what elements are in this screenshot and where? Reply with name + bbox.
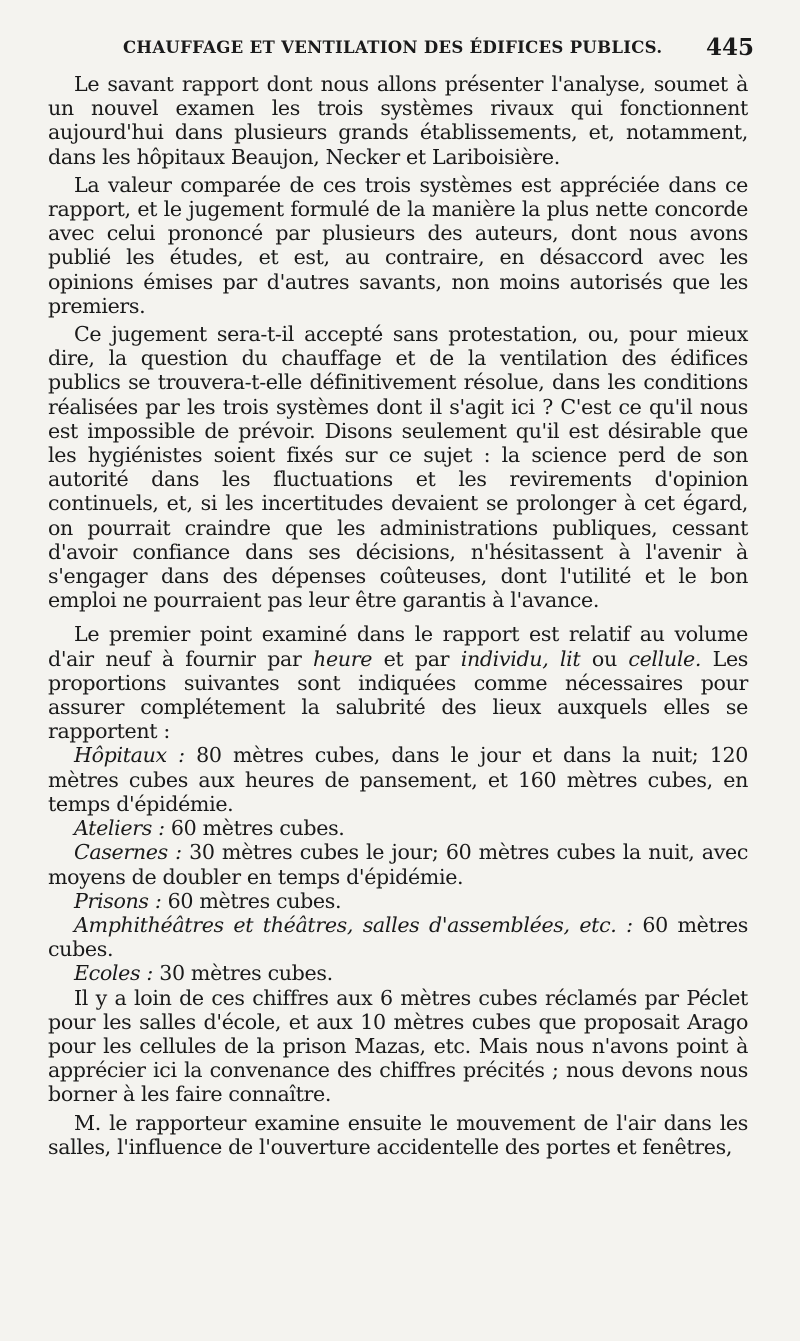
- volume-item: [48, 889, 748, 913]
- paragraph-comparison: Il y a loin de ces chiffres aux 6 mètres cubes réclamés par Péclet pour les salles d'école, et aux 10 mètres cubes que proposait Arago pour les cellules de la prison Mazas, etc. Mais nous n'avons point à apprécier ici la convenance des chiffres précités ; nous devons nous borner à les faire connaître.: [48, 985, 748, 1107]
- volume-label: Ecoles :: [74, 961, 153, 986]
- paragraph-1: Le savant rapport dont nous allons présenter l'analyse, soumet à un nouvel examen les trois systèmes rivaux qui fonctionnent aujourd'hui dans plusieurs grands établissements, et, notamment, dans les hôpitaux Beaujon, Necker et Lariboisière.: [48, 72, 748, 169]
- page-number: 445: [705, 34, 754, 61]
- volume-intro-text-c: ou: [580, 646, 629, 671]
- term-heure: heure: [313, 646, 373, 671]
- volume-item: [48, 743, 748, 816]
- volume-intro-text-b: et par: [372, 646, 461, 671]
- body-text: [48, 72, 748, 1159]
- volume-text: 30 mètres cubes le jour; 60 mètres cubes la nuit, avec moyens de doubler en temps d'épidémie.: [48, 840, 748, 889]
- volume-item: [48, 840, 748, 888]
- volume-label: Casernes :: [74, 840, 182, 865]
- running-title: CHAUFFAGE ET VENTILATION DES ÉDIFICES PUBLICS.: [123, 38, 663, 57]
- page-header: [48, 32, 754, 72]
- volume-text: 60 mètres cubes.: [164, 816, 345, 841]
- volume-label: Prisons :: [74, 888, 162, 913]
- volume-label: Amphithéâtres et théâtres, salles d'assemblées, etc. :: [74, 912, 633, 937]
- paragraph-air-movement: M. le rapporteur examine ensuite le mouvement de l'air dans les salles, l'influence de l'ouverture accidentelle des portes et fenêtres,: [48, 1110, 748, 1159]
- volume-label: Hôpitaux :: [74, 743, 185, 768]
- paragraph-volume-intro: [48, 622, 748, 743]
- volume-intro-text-d: Les proportions suivantes sont indiquées comme nécessaires pour assurer complétement la salubrité des lieux auxquels elles se rapportent :: [48, 646, 749, 744]
- term-cellule: cellule.: [628, 646, 702, 671]
- term-individu-lit: individu, lit: [460, 646, 581, 671]
- volume-item: [48, 816, 748, 840]
- volume-label: Ateliers :: [74, 816, 165, 841]
- volume-text: 30 mètres cubes.: [153, 961, 333, 986]
- volume-item: [48, 913, 748, 961]
- volume-text: 60 mètres cubes.: [48, 912, 748, 962]
- paragraph-3: Ce jugement sera-t-il accepté sans protestation, ou, pour mieux dire, la question du chauffage et de la ventilation des édifices publics se trouvera-t-elle définitivement résolue, dans les conditions réalisées par les trois systèmes dont il s'agit ici ? C'est ce qu'il nous est impossible de prévoir. Disons seulement qu'il est désirable que les hygiénistes soient fixés sur ce sujet : la science perd de son autorité dans les fluctuations et les revirements d'opinion continuels, et, si les incertitudes devaient se prolonger à cet égard, on pourrait craindre que les administrations publiques, cessant d'avoir confiance dans ses décisions, n'hésitassent à l'avenir à s'engager dans des dépenses coûteuses, dont l'utilité et le bon emploi ne pourraient pas leur être garantis à l'avance.: [48, 322, 748, 613]
- volume-text: 80 mètres cubes, dans le jour et dans la nuit; 120 mètres cubes aux heures de pansement, et 160 mètres cubes, en temps d'épidémie.: [48, 743, 748, 816]
- volume-item: [48, 961, 748, 985]
- paragraph-2: La valeur comparée de ces trois systèmes est appréciée dans ce rapport, et le jugement formulé de la manière la plus nette concorde avec celui prononcé par plusieurs des auteurs, dont nous avons publié les études, et est, au contraire, en désaccord avec les opinions émises par d'autres savants, non moins autorisés que les premiers.: [48, 172, 748, 318]
- volume-text: 60 mètres cubes.: [161, 888, 342, 913]
- book-page: [48, 32, 754, 1159]
- volume-intro-text-a: Le premier point examiné dans le rapport est relatif au volume d'air neuf à fournir par: [48, 622, 748, 671]
